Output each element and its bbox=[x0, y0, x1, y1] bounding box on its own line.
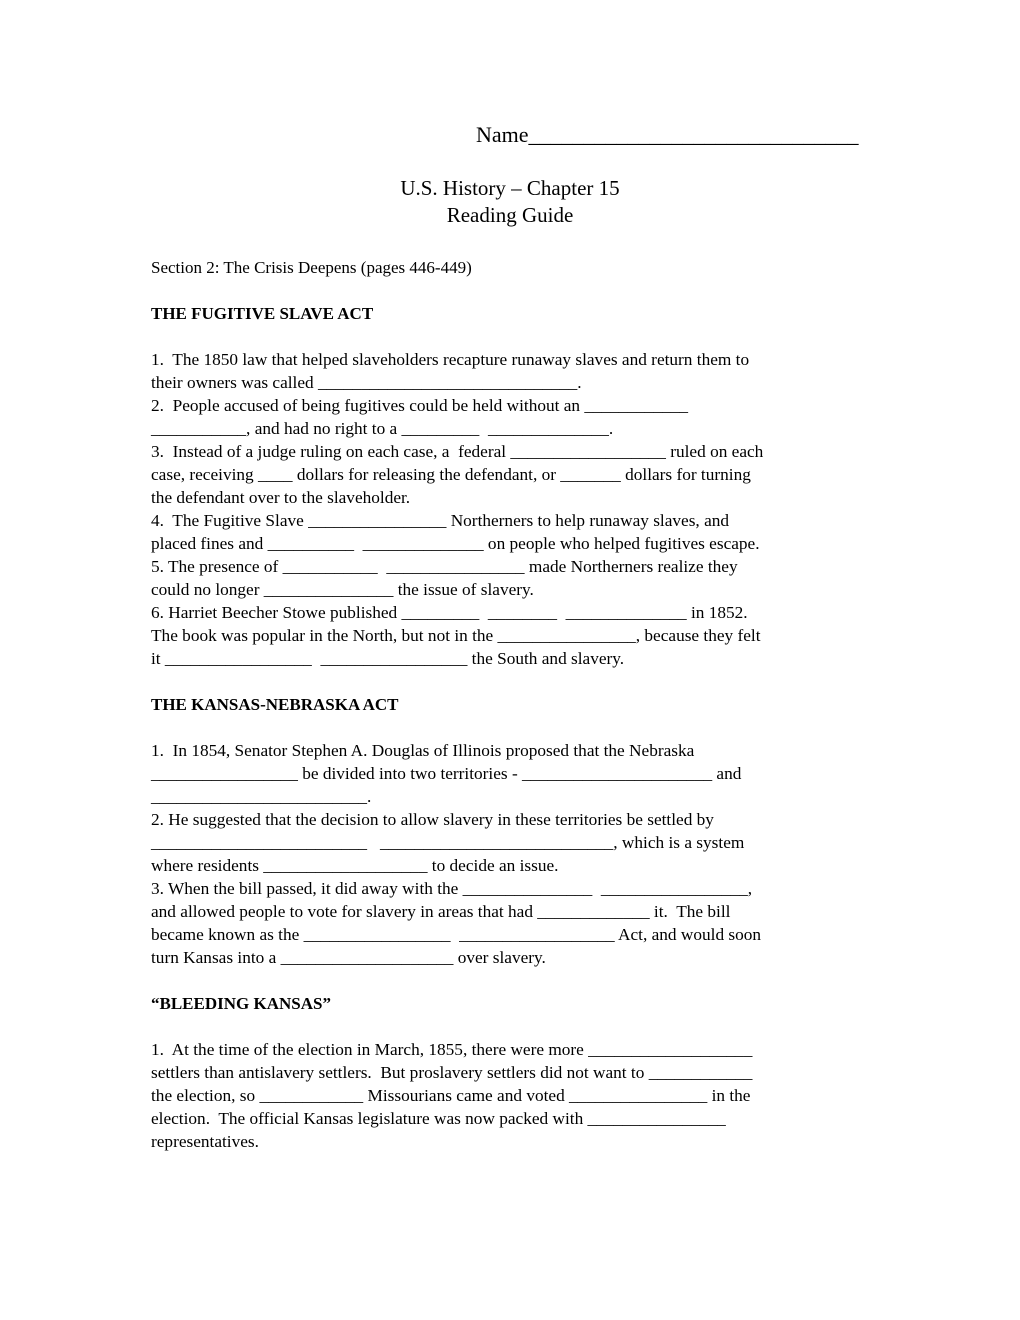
question-line: 5. The presence of ___________ ________________ made Northerners realize they bbox=[151, 557, 738, 576]
question-line: settlers than antislavery settlers. But proslavery settlers did not want to ____________ bbox=[151, 1063, 753, 1082]
question-line: 2. People accused of being fugitives could be held without an ____________ bbox=[151, 396, 689, 415]
kansas-nebraska-act-heading: THE KANSAS-NEBRASKA ACT bbox=[151, 695, 399, 714]
question-line: became known as the _________________ __________________ Act, and would soon bbox=[151, 925, 762, 944]
document-title: U.S. History – Chapter 15 bbox=[400, 176, 620, 200]
question-line: 6. Harriet Beecher Stowe published _________ ________ ______________ in 1852. bbox=[151, 603, 748, 622]
question-line: 1. The 1850 law that helped slaveholders recapture runaway slaves and return them to bbox=[151, 350, 750, 369]
question-line: the defendant over to the slaveholder. bbox=[151, 488, 411, 507]
question-line: case, receiving ____ dollars for releasing the defendant, or _______ dollars for turning bbox=[151, 465, 751, 484]
question-line: _________________ be divided into two territories - ______________________ and bbox=[151, 764, 742, 783]
question-line: 2. He suggested that the decision to allow slavery in these territories be settled by bbox=[151, 810, 714, 829]
question-line: _________________________. bbox=[151, 787, 372, 806]
question-line: it _________________ _________________ the South and slavery. bbox=[151, 649, 625, 668]
question-line: election. The official Kansas legislature was now packed with ________________ bbox=[151, 1109, 726, 1128]
document-subtitle: Reading Guide bbox=[446, 203, 574, 227]
question-line: 3. When the bill passed, it did away with the _______________ _________________, bbox=[151, 879, 753, 898]
question-line: 4. The Fugitive Slave ________________ Northerners to help runaway slaves, and bbox=[151, 511, 730, 530]
question-line: their owners was called ______________________________. bbox=[151, 373, 582, 392]
question-line: The book was popular in the North, but not in the ________________, because they felt bbox=[151, 626, 761, 645]
question-line: turn Kansas into a ____________________ over slavery. bbox=[151, 948, 546, 967]
name-field-label: Name______________________________ bbox=[476, 122, 859, 147]
question-line: ___________, and had no right to a _________ ______________. bbox=[151, 419, 614, 438]
question-line: representatives. bbox=[151, 1132, 259, 1151]
fugitive-slave-act-heading: THE FUGITIVE SLAVE ACT bbox=[151, 304, 374, 323]
question-line: 3. Instead of a judge ruling on each case, a federal __________________ ruled on each bbox=[151, 442, 764, 461]
question-line: _________________________ ___________________________, which is a system bbox=[151, 833, 745, 852]
question-line: 1. At the time of the election in March, 1855, there were more ___________________ bbox=[151, 1040, 753, 1059]
question-line: the election, so ____________ Missourians came and voted ________________ in the bbox=[151, 1086, 751, 1105]
question-line: placed fines and __________ ______________ on people who helped fugitives escape. bbox=[151, 534, 760, 553]
bleeding-kansas-heading: “BLEEDING KANSAS” bbox=[151, 994, 331, 1013]
question-line: where residents ___________________ to decide an issue. bbox=[151, 856, 559, 875]
question-line: and allowed people to vote for slavery in areas that had _____________ it. The bill bbox=[151, 902, 731, 921]
question-line: could no longer _______________ the issue of slavery. bbox=[151, 580, 534, 599]
section-heading: Section 2: The Crisis Deepens (pages 446-449) bbox=[151, 258, 472, 277]
question-line: 1. In 1854, Senator Stephen A. Douglas of Illinois proposed that the Nebraska bbox=[151, 741, 695, 760]
